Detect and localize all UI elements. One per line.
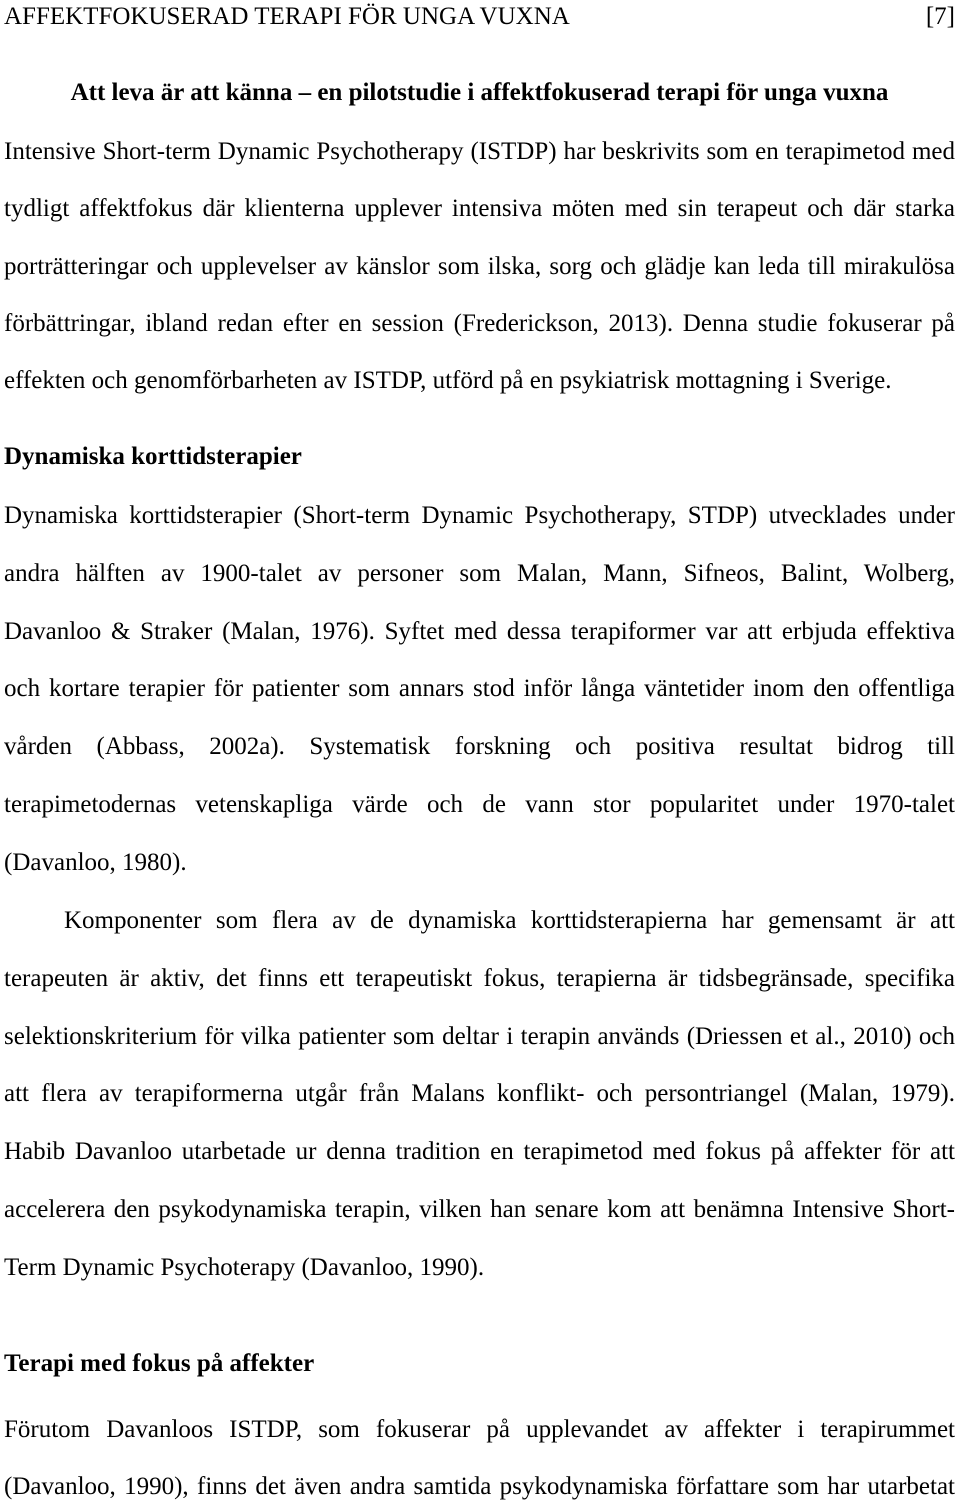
text-line: selektionskriterium för vilka patienter som deltar i terapin används (Driessen et al., 2010) och	[4, 1022, 955, 1050]
text-line: effekten och genomförbarheten av ISTDP, utförd på en psykiatrisk mottagning i Sverige.	[4, 367, 892, 395]
text-line: Komponenter som flera av de dynamiska korttidsterapierna har gemensamt är att	[64, 907, 955, 934]
body-paragraph	[4, 906, 955, 1283]
section-heading: Dynamiska korttidsterapier	[4, 443, 302, 470]
text-line: förbättringar, ibland redan efter en session (Frederickson, 2013). Denna studie fokuserar på	[4, 309, 955, 337]
text-line: att flera av terapiformerna utgår från Malans konflikt- och persontriangel (Malan, 1979).	[4, 1080, 955, 1108]
text-line: (Davanloo, 1990), finns det även andra samtida psykodynamiska författare som har utarbetat	[4, 1473, 955, 1501]
text-line: vården (Abbass, 2002a). Systematisk forskning och positiva resultat bidrog till	[4, 733, 955, 761]
running-title: AFFEKTFOKUSERAD TERAPI FÖR UNGA VUXNA	[4, 3, 570, 30]
text-line: terapimetodernas vetenskapliga värde och de vann stor popularitet under 1970-talet	[4, 790, 955, 818]
text-line: Dynamiska korttidsterapier (Short-term Dynamic Psychotherapy, STDP) utvecklades under	[4, 502, 955, 529]
text-line: terapeuten är aktiv, det finns ett terapeutiskt fokus, terapierna är tidsbegränsade, specifika	[4, 964, 955, 992]
text-line: och kortare terapier för patienter som annars stod inför långa väntetider inom den offentliga	[4, 675, 955, 703]
section-heading: Terapi med fokus på affekter	[4, 1350, 315, 1377]
intro-paragraph	[4, 137, 955, 396]
text-line: tydligt affektfokus där klienterna upplever intensiva möten med sin terapeut och där starka	[4, 195, 955, 223]
text-line: Davanloo & Straker (Malan, 1976). Syftet med dessa terapiformer var att erbjuda effektiva	[4, 617, 955, 645]
body-paragraph	[4, 501, 955, 878]
body-paragraph	[4, 1415, 955, 1502]
text-line: Term Dynamic Psychoterapy (Davanloo, 1990).	[4, 1253, 485, 1281]
page-number: [7]	[925, 3, 955, 30]
text-line: Intensive Short-term Dynamic Psychotherapy (ISTDP) har beskrivits som en terapimetod med	[4, 138, 955, 165]
text-line: Habib Davanloo utarbetade ur denna tradition en terapimetod med fokus på affekter för att	[4, 1138, 955, 1166]
paper-title: Att leva är att känna – en pilotstudie i affektfokuserad terapi för unga vuxna	[70, 79, 889, 106]
text-line: Förutom Davanloos ISTDP, som fokuserar på upplevandet av affekter i terapirummet	[4, 1416, 955, 1443]
text-line: (Davanloo, 1980).	[4, 848, 187, 876]
running-header	[4, 2, 955, 32]
text-line: porträtteringar och upplevelser av känslor som ilska, sorg och glädje kan leda till mirakulösa	[4, 252, 955, 280]
text-line: accelerera den psykodynamiska terapin, vilken han senare kom att benämna Intensive Short-	[4, 1195, 955, 1223]
text-line: andra hälften av 1900-talet av personer som Malan, Mann, Sifneos, Balint, Wolberg,	[4, 559, 955, 587]
